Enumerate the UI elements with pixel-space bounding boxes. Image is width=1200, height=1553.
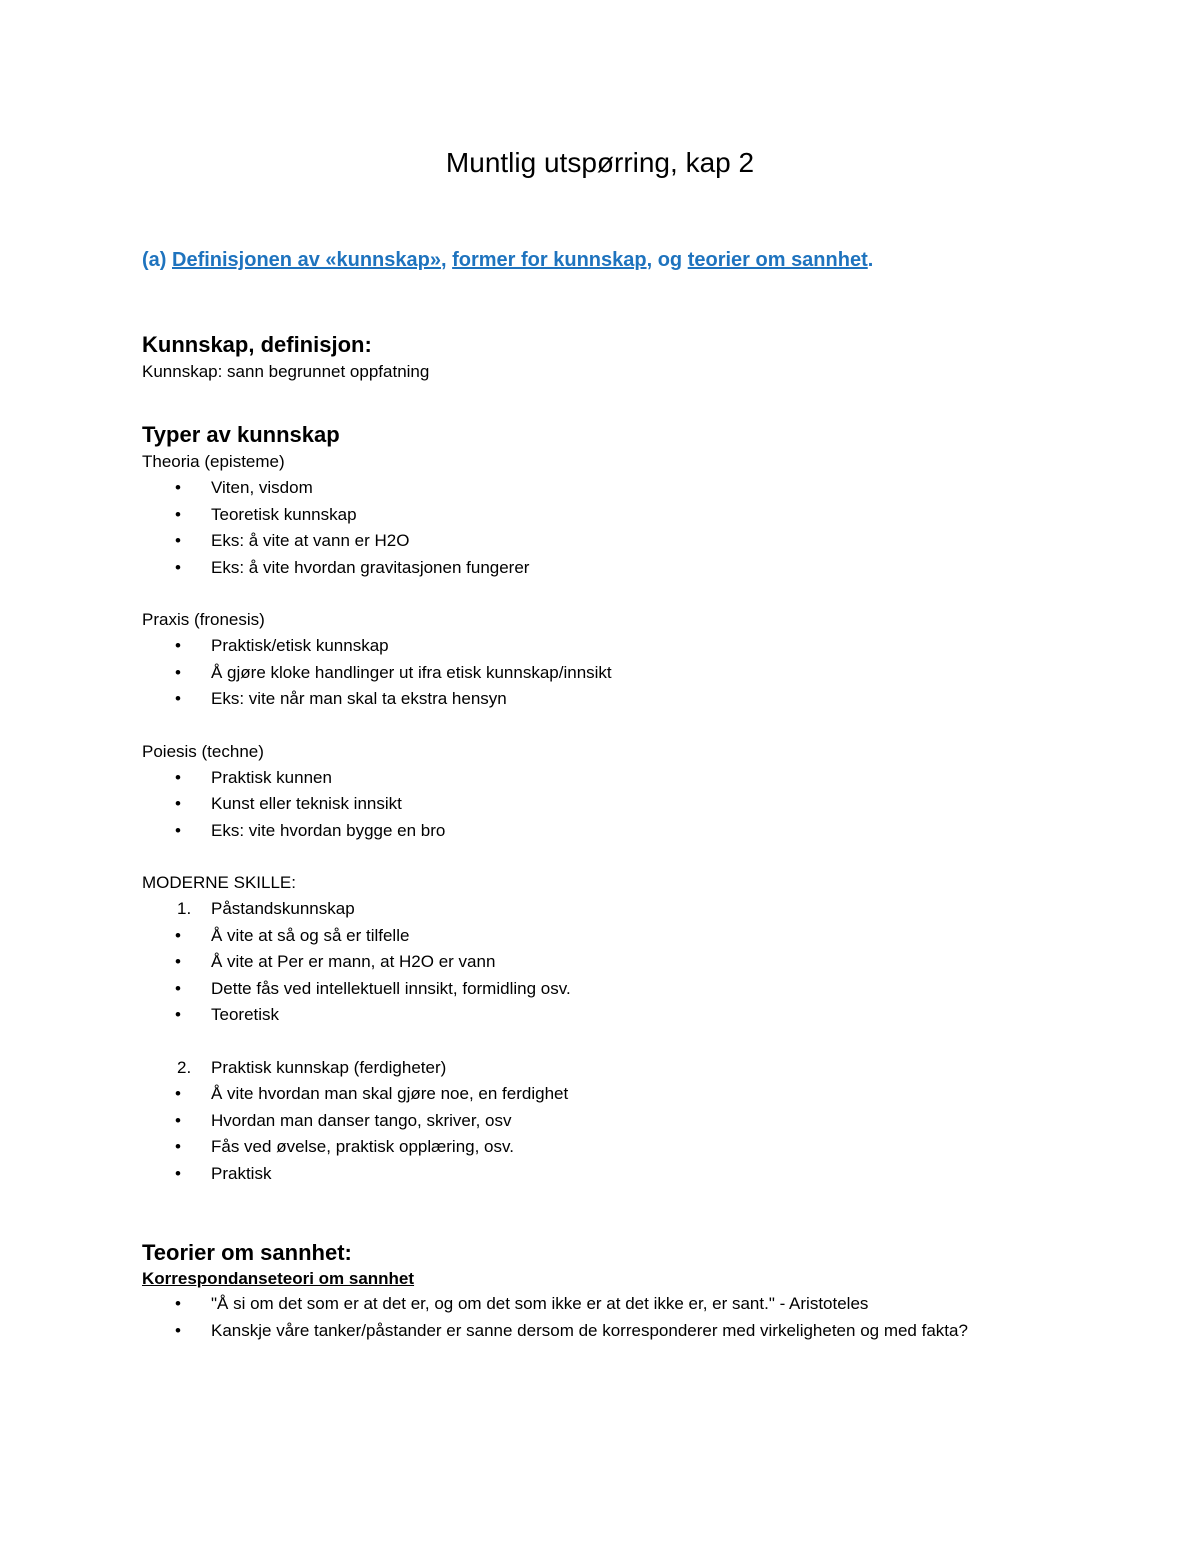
link-definition-knowledge[interactable]: Definisjonen av «kunnskap» bbox=[172, 249, 441, 271]
heading-knowledge-definition: Kunnskap, definisjon: bbox=[142, 332, 372, 357]
bullet-icon: • bbox=[175, 636, 181, 655]
list-item bbox=[142, 1081, 1062, 1108]
bullet-icon: • bbox=[175, 1137, 181, 1156]
group-label-theoria: Theoria (episteme) bbox=[142, 452, 285, 471]
list-item-text: Eks: å vite at vann er H2O bbox=[211, 531, 410, 550]
numbered-item bbox=[142, 1055, 1062, 1082]
list-item bbox=[142, 976, 1062, 1003]
modern-part-1 bbox=[142, 896, 1062, 923]
list-item bbox=[142, 633, 1062, 660]
bullet-icon: • bbox=[175, 978, 181, 998]
item-number: 1. bbox=[177, 899, 192, 918]
list-item bbox=[142, 1108, 1062, 1135]
modern-part-2-list bbox=[142, 1081, 1062, 1187]
list-item bbox=[142, 765, 1062, 792]
bullet-icon: • bbox=[175, 531, 181, 550]
spacer bbox=[142, 844, 1062, 870]
list-item bbox=[142, 1161, 1062, 1188]
section-a-heading bbox=[142, 247, 873, 273]
bullet-icon: • bbox=[175, 767, 181, 787]
list-item bbox=[142, 791, 1062, 818]
bullet-icon: • bbox=[175, 1320, 181, 1340]
spacer bbox=[142, 385, 1062, 421]
praxis-list bbox=[142, 633, 1062, 713]
group-label-praxis: Praxis (fronesis) bbox=[142, 610, 265, 629]
list-item bbox=[142, 502, 1062, 529]
list-item-text: Fås ved øvelse, praktisk opplæring, osv. bbox=[211, 1137, 514, 1156]
list-item-text: Eks: vite når man skal ta ekstra hensyn bbox=[211, 689, 507, 708]
list-item-text: Å gjøre kloke handlinger ut ifra etisk kunnskap/innsikt bbox=[211, 662, 612, 682]
bullet-icon: • bbox=[175, 1005, 181, 1024]
list-item bbox=[142, 949, 1062, 976]
numbered-item-text: Påstandskunnskap bbox=[211, 899, 355, 918]
list-item-text: "Å si om det som er at det er, og om det som ikke er at det ikke er, er sant." - Aristoteles bbox=[211, 1294, 869, 1313]
list-item-text: Praktisk kunnen bbox=[211, 767, 332, 787]
item-number: 2. bbox=[177, 1057, 192, 1077]
modern-distinction-label: MODERNE SKILLE: bbox=[142, 873, 296, 892]
bullet-icon: • bbox=[175, 504, 181, 524]
separator-1: , bbox=[440, 249, 453, 271]
numbered-item bbox=[142, 896, 1062, 923]
theoria-list bbox=[142, 475, 1062, 581]
poiesis-list bbox=[142, 765, 1062, 845]
section-a-suffix: . bbox=[867, 249, 874, 271]
document-body bbox=[142, 331, 1062, 1344]
group-label-poiesis: Poiesis (techne) bbox=[142, 741, 264, 761]
correspondence-list bbox=[142, 1291, 1062, 1344]
document-title: Muntlig utspørring, kap 2 bbox=[445, 147, 755, 178]
section-a-prefix: (a) bbox=[142, 249, 172, 271]
list-item-text: Å vite at Per er mann, at H2O er vann bbox=[211, 952, 496, 971]
heading-theories-of-truth: Teorier om sannhet: bbox=[142, 1240, 352, 1265]
bullet-icon: • bbox=[175, 925, 181, 945]
list-item bbox=[142, 1002, 1062, 1029]
modern-part-1-list bbox=[142, 923, 1062, 1029]
bullet-icon: • bbox=[175, 1084, 181, 1103]
spacer bbox=[142, 581, 1062, 607]
spacer bbox=[142, 1187, 1062, 1239]
list-item bbox=[142, 1291, 1062, 1318]
bullet-icon: • bbox=[175, 1294, 181, 1313]
bullet-icon: • bbox=[175, 1110, 181, 1130]
heading-types-of-knowledge: Typer av kunnskap bbox=[142, 422, 340, 447]
list-item-text: Eks: å vite hvordan gravitasjonen fungerer bbox=[211, 557, 530, 577]
list-item-text: Teoretisk kunnskap bbox=[211, 504, 357, 524]
list-item bbox=[142, 528, 1062, 555]
bullet-icon: • bbox=[175, 689, 181, 708]
link-theories-of-truth[interactable]: teorier om sannhet bbox=[687, 249, 868, 271]
list-item bbox=[142, 818, 1062, 845]
list-item-text: Viten, visdom bbox=[211, 478, 313, 497]
list-item-text: Hvordan man danser tango, skriver, osv bbox=[211, 1110, 512, 1130]
list-item-text: Kunst eller teknisk innsikt bbox=[211, 794, 402, 813]
list-item bbox=[142, 923, 1062, 950]
list-item bbox=[142, 475, 1062, 502]
list-item-text: Å vite hvordan man skal gjøre noe, en ferdighet bbox=[211, 1084, 569, 1103]
list-item-text: Kanskje våre tanker/påstander er sanne dersom de korresponderer med virkeligheten og med fakta? bbox=[211, 1320, 968, 1340]
list-item-text: Praktisk bbox=[211, 1163, 272, 1183]
list-item bbox=[142, 686, 1062, 713]
list-item-text: Teoretisk bbox=[211, 1005, 280, 1024]
bullet-icon: • bbox=[175, 557, 181, 577]
list-item-text: Eks: vite hvordan bygge en bro bbox=[211, 820, 446, 840]
link-forms-of-knowledge[interactable]: former for kunnskap bbox=[452, 249, 647, 271]
spacer bbox=[142, 1029, 1062, 1055]
list-item bbox=[142, 1318, 1062, 1345]
bullet-icon: • bbox=[175, 952, 181, 971]
list-item-text: Å vite at så og så er tilfelle bbox=[211, 925, 410, 945]
modern-part-2 bbox=[142, 1055, 1062, 1082]
list-item bbox=[142, 1134, 1062, 1161]
separator-2: , og bbox=[646, 249, 688, 271]
list-item bbox=[142, 555, 1062, 582]
bullet-icon: • bbox=[175, 820, 181, 840]
subheading-correspondence-theory: Korrespondanseteori om sannhet bbox=[142, 1269, 415, 1288]
list-item-text: Dette fås ved intellektuell innsikt, formidling osv. bbox=[211, 978, 571, 998]
bullet-icon: • bbox=[175, 1163, 181, 1183]
bullet-icon: • bbox=[175, 662, 181, 682]
knowledge-definition-text: Kunnskap: sann begrunnet oppfatning bbox=[142, 362, 430, 381]
list-item bbox=[142, 660, 1062, 687]
list-item-text: Praktisk/etisk kunnskap bbox=[211, 636, 389, 655]
numbered-item-text: Praktisk kunnskap (ferdigheter) bbox=[211, 1057, 447, 1077]
spacer bbox=[142, 713, 1062, 739]
bullet-icon: • bbox=[175, 478, 181, 497]
bullet-icon: • bbox=[175, 794, 181, 813]
